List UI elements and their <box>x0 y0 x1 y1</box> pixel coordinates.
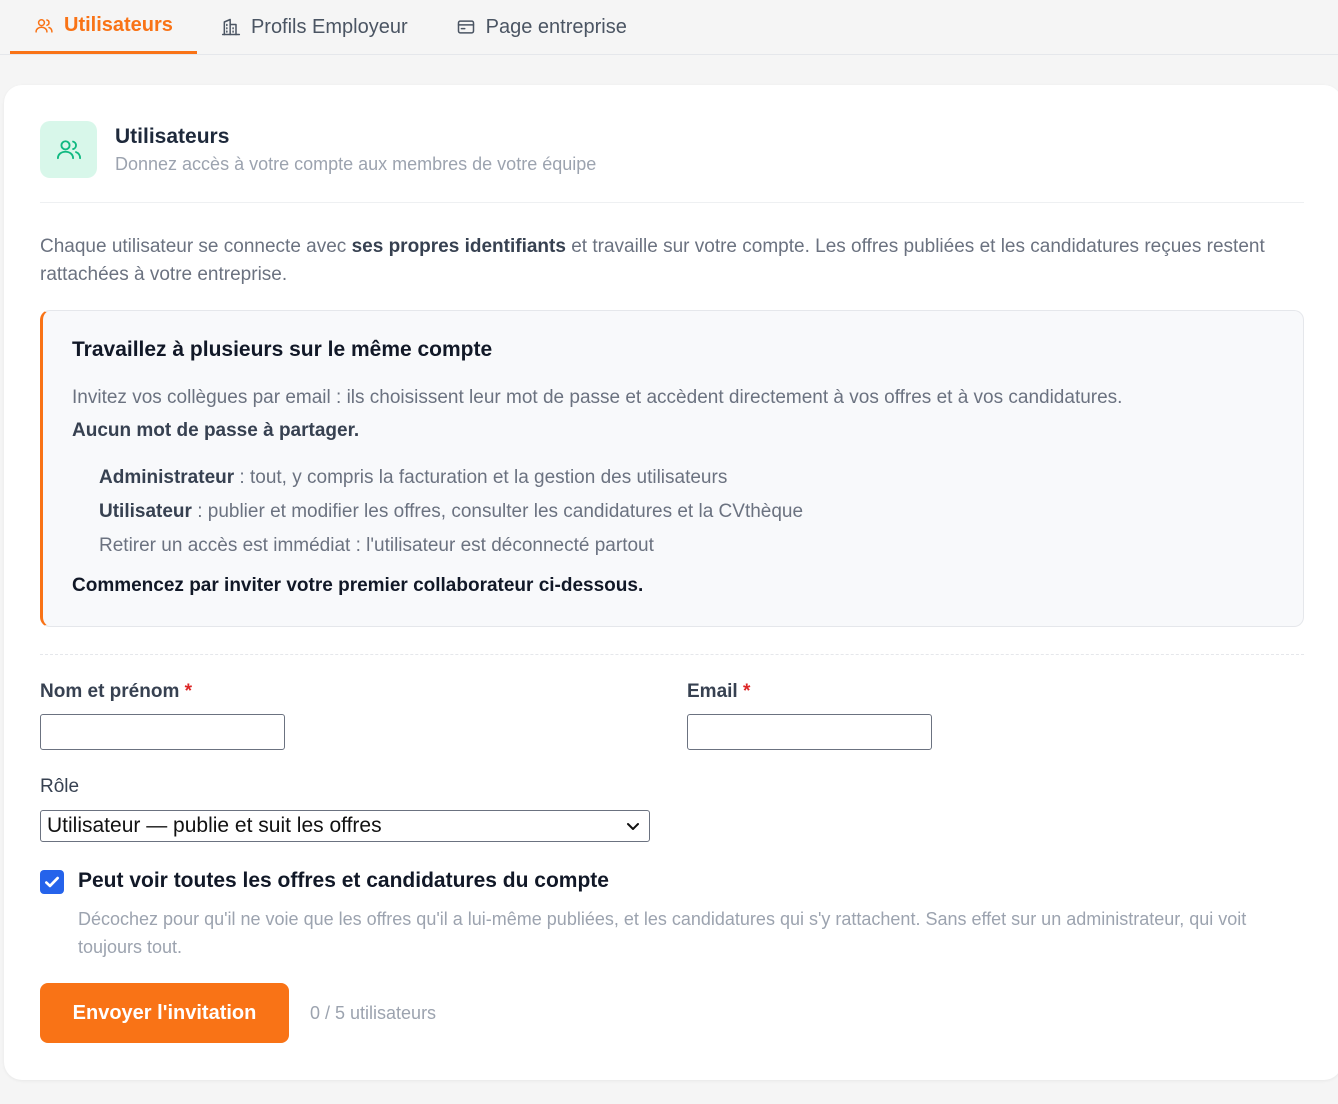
info-text-bold: Aucun mot de passe à partager. <box>72 420 360 441</box>
tab-page-entreprise[interactable] <box>432 0 651 54</box>
tab-bar <box>0 0 1338 55</box>
role-select[interactable] <box>40 810 650 842</box>
building-icon <box>221 17 241 37</box>
info-box <box>40 310 1304 627</box>
role-note <box>99 529 803 563</box>
role-admin <box>99 461 803 495</box>
role-desc: : tout, y compris la facturation et la gestion des utilisateurs <box>234 467 728 488</box>
view-all-help: Décochez pour qu'il ne voie que les offres qu'il a lui-même publiées, et les candidatures qui s'y rattachent. Sans effet sur un administrateur, qui voit toujours tout. <box>78 909 1247 957</box>
chevron-down-icon <box>625 818 641 834</box>
tab-profils-employeur[interactable] <box>197 0 432 54</box>
required-mark: * <box>184 681 193 702</box>
role-name: Administrateur <box>99 467 235 488</box>
users-icon <box>34 16 54 36</box>
role-desc: Retirer un accès est immédiat : l'utilisateur est déconnecté partout <box>99 535 654 556</box>
name-label: Nom et prénom * <box>40 681 193 702</box>
name-input[interactable] <box>40 714 285 750</box>
role-label: Rôle <box>40 776 80 797</box>
roles-list <box>99 461 803 563</box>
info-title: Travaillez à plusieurs sur le même compte <box>72 338 493 361</box>
info-text <box>72 381 1272 447</box>
role-desc: : publier et modifier les offres, consulter les candidatures et la CVthèque <box>191 501 804 522</box>
intro-before: Chaque utilisateur se connecte avec <box>40 236 352 257</box>
tab-label: Page entreprise <box>485 15 627 38</box>
intro-bold: ses propres identifiants <box>351 236 566 257</box>
window-icon <box>456 17 476 37</box>
tab-label: Utilisateurs <box>64 14 173 36</box>
intro-text <box>40 233 1300 289</box>
users-card <box>4 85 1338 1080</box>
info-cta: Commencez par inviter votre premier collaborateur ci-dessous. <box>72 575 644 596</box>
card-subtitle: Donnez accès à votre compte aux membres de votre équipe <box>115 154 597 174</box>
role-name: Utilisateur <box>99 501 192 522</box>
users-icon <box>55 136 83 164</box>
required-mark: * <box>742 681 751 702</box>
tab-label: Profils Employeur <box>250 15 408 38</box>
divider <box>40 654 1304 655</box>
info-text-body: Invitez vos collègues par email : ils choisissent leur mot de passe et accèdent directement à vos offres et à vos candidatures. <box>72 387 1123 408</box>
card-title: Utilisateurs <box>115 125 230 148</box>
send-invitation-button[interactable]: Envoyer l'invitation <box>40 983 289 1043</box>
card-header <box>40 121 1304 203</box>
role-user <box>99 495 803 529</box>
email-label: Email * <box>687 681 751 702</box>
user-count: 0 / 5 utilisateurs <box>310 1003 437 1023</box>
email-input[interactable] <box>687 714 932 750</box>
tab-utilisateurs[interactable] <box>10 0 197 54</box>
intro-after: et travaille sur votre compte. Les offres publiées et les candidatures reçues restent rattachées à votre entreprise. <box>40 236 1265 285</box>
role-selected-value: Utilisateur — publie et suit les offres <box>47 814 382 837</box>
checkmark-icon <box>43 873 61 891</box>
view-all-checkbox[interactable] <box>40 870 64 894</box>
header-icon-badge <box>40 121 97 178</box>
view-all-label[interactable]: Peut voir toutes les offres et candidatures du compte <box>78 869 609 892</box>
